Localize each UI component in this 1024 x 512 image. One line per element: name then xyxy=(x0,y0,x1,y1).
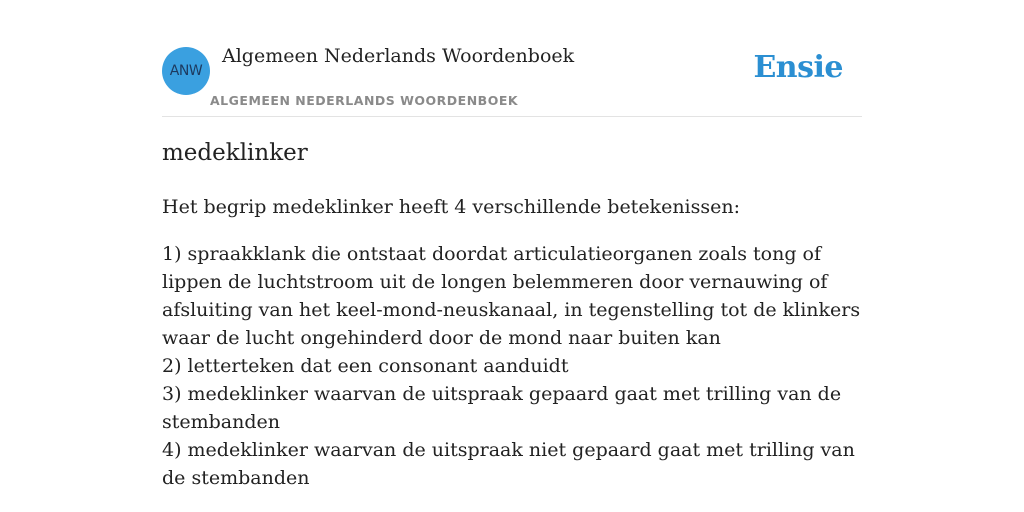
logo-text: ANW xyxy=(169,63,203,79)
source-title[interactable]: Algemeen Nederlands Woordenboek xyxy=(222,45,575,67)
meaning-item: 4) medeklinker waarvan de uitspraak niet gepaard gaat met trilling van de stembanden xyxy=(162,439,855,489)
source-logo[interactable] xyxy=(162,47,210,95)
entry-intro: Het begrip medeklinker heeft 4 verschillende betekenissen: xyxy=(162,196,741,218)
meaning-item: 2) letterteken dat een consonant aanduidt xyxy=(162,355,569,377)
entry-card xyxy=(162,0,862,489)
source-header xyxy=(162,0,862,117)
ensie-logo[interactable]: Ensie xyxy=(753,50,843,85)
meanings-list xyxy=(162,240,862,492)
meaning-item: 1) spraakklank die ontstaat doordat articulatieorganen zoals tong of lippen de luchtstroom uit de longen belemmeren door vernauwing of afsluiting van het keel-mond-neuskanaal, in tegenstelling tot de klinkers waar de lucht ongehinderd door de mond naar buiten kan xyxy=(162,243,861,349)
meaning-item: 3) medeklinker waarvan de uitspraak gepaard gaat met trilling van de stembanden xyxy=(162,383,842,433)
entry-term: medeklinker xyxy=(162,140,308,166)
source-subtitle: ALGEMEEN NEDERLANDS WOORDENBOEK xyxy=(210,93,519,108)
